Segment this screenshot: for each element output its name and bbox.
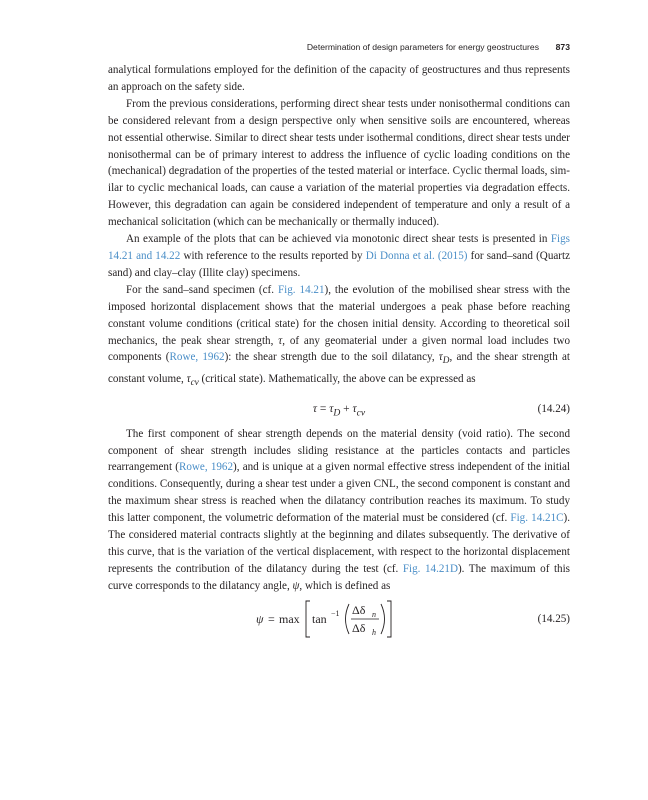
numerator-subscript: n xyxy=(372,609,376,619)
citation-link[interactable]: Di Donna et al. (2015) xyxy=(365,249,468,262)
right-bracket xyxy=(387,601,391,637)
figure-link[interactable]: Figs 14.21 and 14.22 xyxy=(108,233,570,262)
figure-link[interactable]: Fig. 14.21D xyxy=(402,562,458,575)
max-operator: max xyxy=(279,611,300,626)
equation-expression: $\tau = \tau_D + \tau_{cv}$ xyxy=(312,402,366,418)
left-bracket xyxy=(306,601,310,637)
equation-number: (14.24) xyxy=(537,402,570,415)
math-symbol: τ xyxy=(438,351,443,364)
running-title: Determination of design parameters for energy geostructures xyxy=(306,42,539,52)
paragraph: An example of the plots that can be achieved via monotonic direct shear tests is presented in Figs 14.21 and 14.22 with reference to the results reported by Di Donna et al. (2015) for sand–sand (Quartz sand) and clay–clay (Illite clay) specimens. xyxy=(108,233,570,279)
psi-symbol: ψ xyxy=(256,611,264,626)
equation-14-25 xyxy=(108,595,570,643)
math-subscript: D xyxy=(442,356,450,367)
tan-operator: tan xyxy=(312,611,327,626)
citation-link[interactable]: Rowe, 1962 xyxy=(169,351,225,364)
page-number: 873 xyxy=(555,42,570,52)
left-paren xyxy=(346,604,350,634)
figure-link[interactable]: Fig. 14.21 xyxy=(278,283,325,296)
numerator-delta: Δδ xyxy=(352,602,366,617)
right-paren xyxy=(381,604,385,634)
equals-sign: = xyxy=(268,611,275,626)
equation-expression xyxy=(254,595,414,643)
figure-link[interactable]: Fig. 14.21C xyxy=(510,512,564,525)
running-header xyxy=(108,42,570,56)
inverse-superscript: −1 xyxy=(331,608,340,618)
equation-number: (14.25) xyxy=(537,612,570,625)
paragraph: From the previous considerations, performing direct shear tests under nonisothermal conditions can be considered relevant from a design perspective only when sensitive soils are encountered, whereas not essential otherwise. Similar to direct shear tests under isothermal conditions, direct shear tests under nonisothermal can be of primary interest to address the influence of cyclic loading conditions on the (mechanical) degradation of the properties of the tested material or interface. Cyclic thermal loads, similar to cyclic mechanical loads, can cause a variation of the material properties via degradation effects. However, this degradation can again be considered independent of temperature and only a result of a mechanical solicitation (which can be mechanically or thermally induced). xyxy=(108,97,570,229)
math-symbol: τ xyxy=(186,372,191,385)
denominator-subscript: h xyxy=(372,627,376,637)
paragraph: The first component of shear strength depends on the material density (void ratio). The second component of shear strength includes sliding resistance at the particles contacts and particles rearrangement (Rowe, 1962), and is unique at a given normal effective stress independent of the initial conditions. Consequently, during a shear test under a given CNL, the second component is constant and the maximum shear stress is reached when the dilatancy contribution reaches its maximum. To study this latter component, the volumetric deformation of the material must be considered (cf. Fig. 14.21C). The considered material contracts slightly at the beginning and dilates subsequently. The derivative of this curve, that is the variation of the vertical displacement, with respect to the horizontal displacement represents the contribution of the dilatancy during the test (cf. Fig. 14.21D). The maximum of this curve corresponds to the dilatancy angle, ψ, which is defined as xyxy=(108,427,570,592)
paragraph: For the sand–sand specimen (cf. Fig. 14.21), the evolution of the mobilised shear stress with the imposed horizontal displacement shows that the material undergoes a peak phase before reaching constant volume conditions (critical state) for the chosen initial density. According to theoretical soil mechanics, the peak shear strength, τ, of any geomaterial under a given normal load includes two components (Rowe, 1962): the shear strength due to the soil dilatancy, $\tau_D$, and the shear strength at constant volume, $\tau_{cv}$ (critical state). Mathematically, the above can be expressed as xyxy=(108,283,571,388)
denominator-delta: Δδ xyxy=(352,620,366,635)
equation-14-24 xyxy=(108,392,570,426)
math-symbol: τ xyxy=(278,334,283,347)
math-subscript: cv xyxy=(190,377,199,388)
math-symbol: ψ xyxy=(292,579,300,592)
paragraph: analytical formulations employed for the definition of the capacity of geostructures and thus represents an approach on the safety side. xyxy=(108,64,570,93)
body-text xyxy=(108,62,570,643)
citation-link[interactable]: Rowe, 1962 xyxy=(178,461,234,474)
